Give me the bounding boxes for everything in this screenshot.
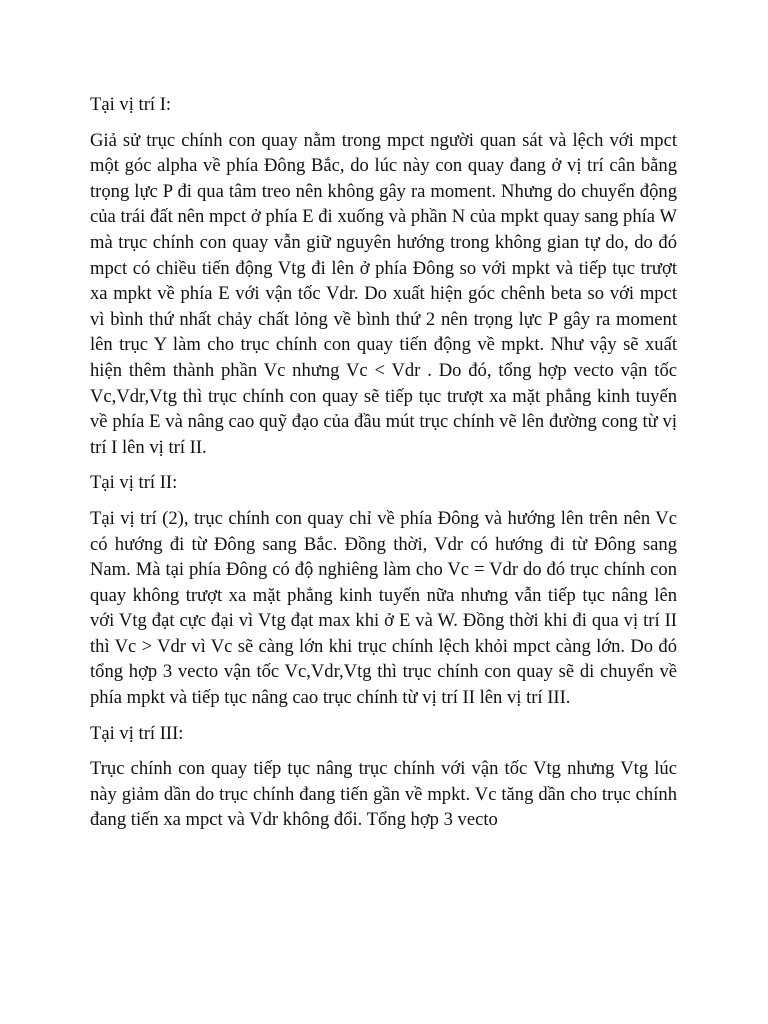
document-page: [90, 92, 677, 833]
section-2-paragraph: Tại vị trí (2), trục chính con quay chỉ về phía Đông và hướng lên trên nên Vc có hướng đi từ Đông sang Bắc. Đồng thời, Vdr có hướng đi từ Đông sang Nam. Mà tại phía Đông có độ nghiêng làm cho Vc = Vdr do đó trục chính con quay không trượt xa mặt phẳng kinh tuyến nữa nhưng vẫn tiếp tục nâng lên với Vtg đạt cực đại vì Vtg đạt max khi ở E và W. Đồng thời khi đi qua vị trí II thì Vc > Vdr vì Vc sẽ càng lớn khi trục chính lệch khỏi mpct càng lớn. Do đó tổng hợp 3 vecto vận tốc Vc,Vdr,Vtg thì trục chính con quay sẽ di chuyển về phía mpkt và tiếp tục nâng cao trục chính từ vị trí II lên vị trí III.: [90, 507, 677, 709]
section-2-heading: Tại vị trí II:: [90, 472, 178, 494]
section-3-paragraph: Trục chính con quay tiếp tục nâng trục chính với vận tốc Vtg nhưng Vtg lúc này giảm dần do trục chính đang tiến gần về mpkt. Vc tăng dần cho trục chính đang tiến xa mpct và Vdr không đổi. Tổng hợp 3 vecto: [90, 758, 677, 831]
section-3-heading: Tại vị trí III:: [90, 722, 184, 744]
section-1-paragraph: Giả sử trục chính con quay nằm trong mpct người quan sát và lệch với mpct một góc alpha về phía Đông Bắc, do lúc này con quay đang ở vị trí cân bằng trọng lực P đi qua tâm treo nên không gây ra moment. Nhưng do chuyển động của trái đất nên mpct ở phía E đi xuống và phần N của mpkt quay sang phía W mà trục chính con quay vẫn giữ nguyên hướng trong không gian tự do, do đó mpct có chiều tiến động Vtg đi lên ở phía Đông so với mpkt và tiếp tục trượt xa mpkt về phía E với vận tốc Vdr. Do xuất hiện góc chênh beta so với mpct vì bình thứ nhất chảy chất lỏng về bình thứ 2 nên trọng lực P gây ra moment lên trục Y làm cho trục chính con quay tiến động về mpkt. Như vậy sẽ xuất hiện thêm thành phần Vc nhưng Vc < Vdr . Do đó, tổng hợp vecto vận tốc Vc,Vdr,Vtg thì trục chính con quay sẽ tiếp tục trượt xa mặt phẳng kinh tuyến về phía E và nâng cao quỹ đạo của đầu mút trục chính vẽ lên đường cong từ vị trí I lên vị trí II.: [90, 129, 677, 458]
section-1-heading: Tại vị trí I:: [90, 94, 172, 115]
